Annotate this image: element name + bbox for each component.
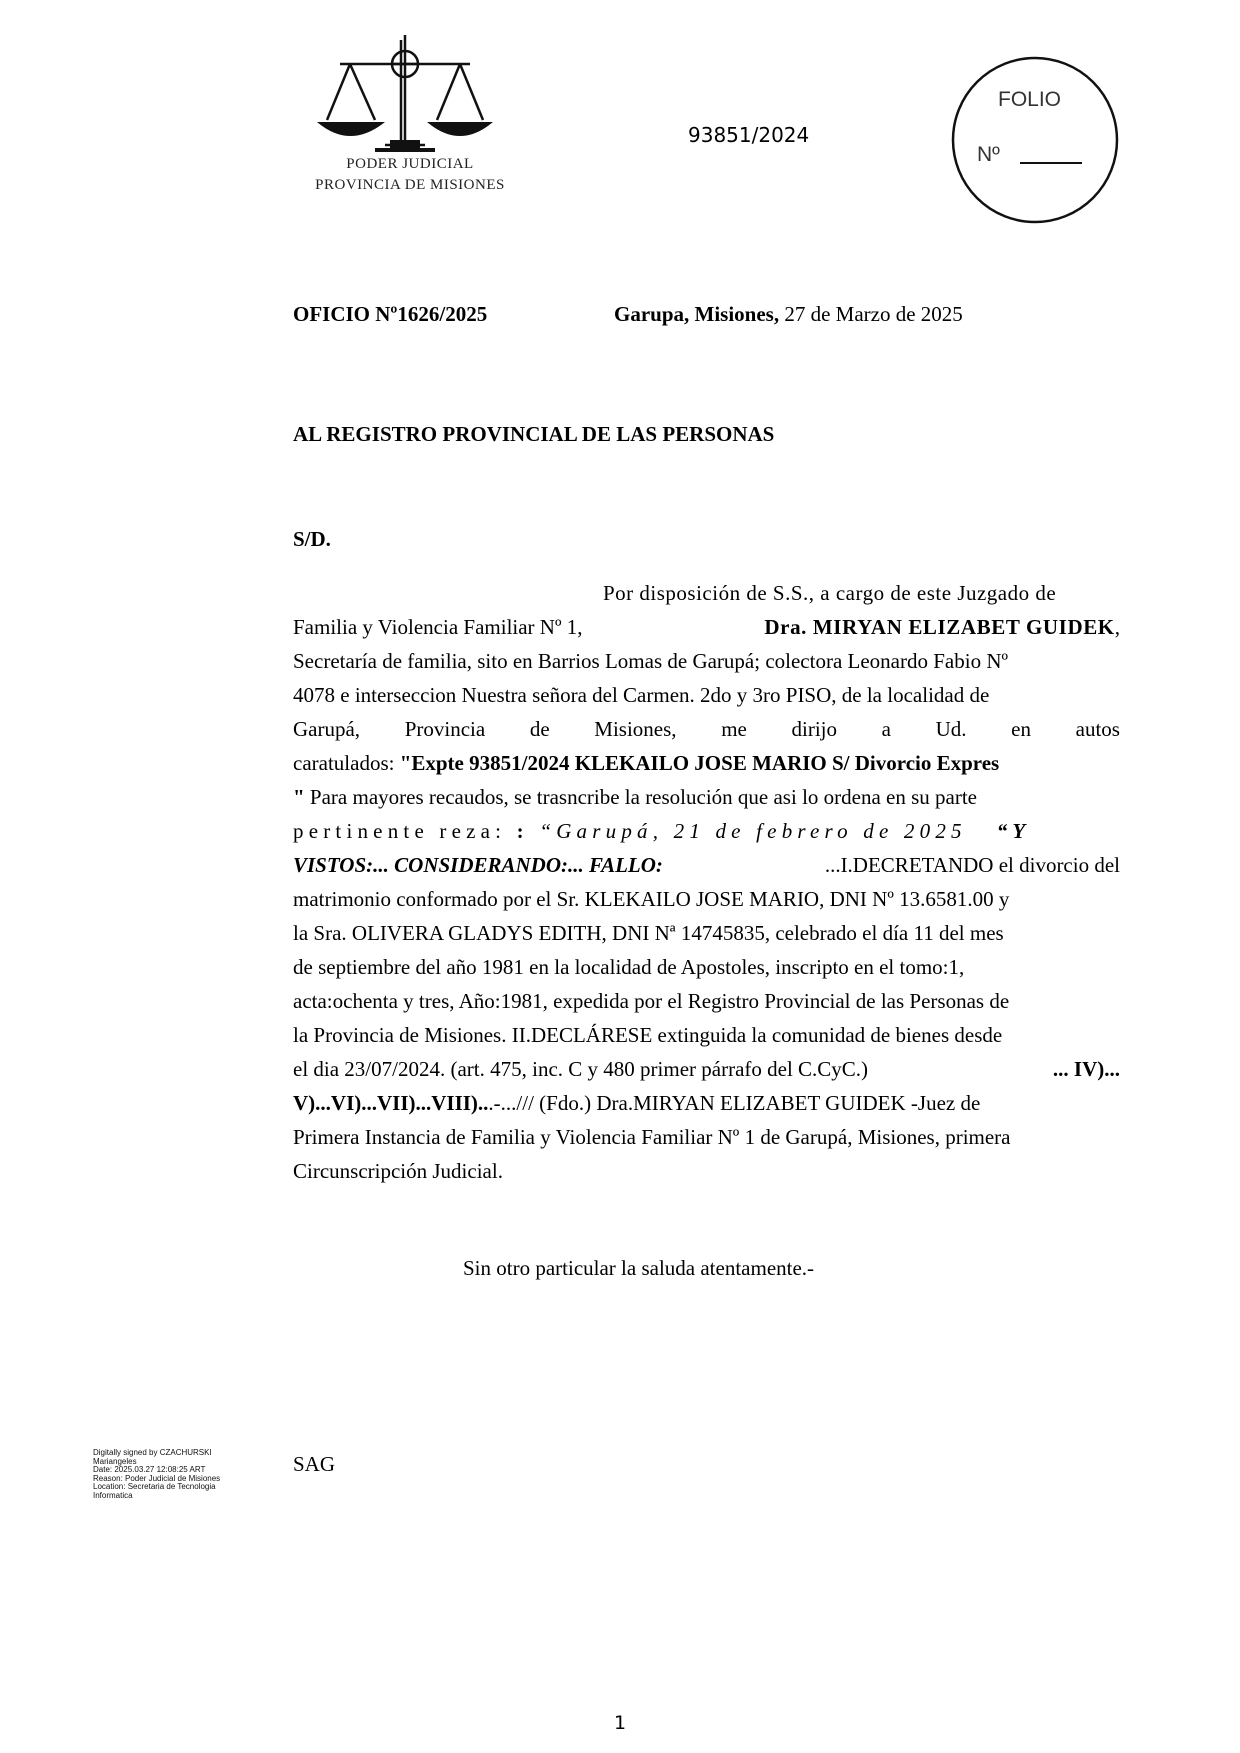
body-line-10: matrimonio conformado por el Sr. KLEKAILO JOSE MARIO, DNI Nº 13.6581.00 y xyxy=(293,887,1010,911)
author-initials: SAG xyxy=(293,1452,336,1476)
case-title: "Expte 93851/2024 KLEKAILO JOSE MARIO S/ Divorcio Expres xyxy=(399,751,1000,775)
salutation-sd: S/D. xyxy=(293,527,331,551)
closing-line: Sin otro particular la saluda atentamente.- xyxy=(463,1256,815,1280)
folio-stamp xyxy=(950,55,1120,225)
page-number: 1 xyxy=(613,1712,627,1734)
body-line-11: la Sra. OLIVERA GLADYS EDITH, DNI Nª 14745835, celebrado el día 11 del mes xyxy=(293,921,1004,945)
folio-label: FOLIO xyxy=(998,88,1062,111)
poder-judicial-logo xyxy=(305,30,515,220)
judge-name: Dra. MIRYAN ELIZABET GUIDEK xyxy=(764,615,1115,639)
place: Garupa, Misiones, xyxy=(614,302,780,326)
body-line-4: 4078 e interseccion Nuestra señora del Carmen. 2do y 3ro PISO, de la localidad de xyxy=(293,683,990,707)
folio-circle-icon xyxy=(950,55,1120,225)
body-line-1: Por disposición de S.S., a cargo de este Juzgado de xyxy=(603,581,1057,605)
body-line-14: la Provincia de Misiones. II.DECLÁRESE extinguida la comunidad de bienes desde xyxy=(293,1023,1003,1047)
resolution-date: “Garupá, 21 de febrero de 2025 xyxy=(539,819,967,843)
body-line-16: V)...VI)...VII)...VIII)...-.../// (Fdo.) Dra.MIRYAN ELIZABET GUIDEK -Juez de xyxy=(293,1091,981,1115)
recipient: AL REGISTRO PROVINCIAL DE LAS PERSONAS xyxy=(293,422,775,446)
body-line-6: caratulados: "Expte 93851/2024 KLEKAILO JOSE MARIO S/ Divorcio Expres xyxy=(293,751,1000,775)
logo-line-2: PROVINCIA DE MISIONES xyxy=(315,177,505,193)
vistos-considerando-fallo: VISTOS:... CONSIDERANDO:... FALLO: xyxy=(293,853,663,877)
body-line-12: de septiembre del año 1981 en la localidad de Apostoles, inscripto en el tomo:1, xyxy=(293,955,965,979)
digital-signature-stamp: Digitally signed by CZACHURSKI Mariangeles Date: 2025.03.27 12:08:25 ART Reason: Poder Judicial de Misiones Location: Secretaria de Tecnologia Informatica xyxy=(93,1448,221,1500)
oficio-number: OFICIO Nº1626/2025 xyxy=(293,302,488,326)
folio-number-label: Nº xyxy=(977,143,1000,166)
body-line-5: Garupá, Provincia de Misiones, me dirijo a Ud. en autos xyxy=(293,717,1120,741)
body-line-8: pertinente reza: : “Garupá, 21 de febrero de 2025 “Y xyxy=(293,819,1031,843)
body-line-15: el dia 23/07/2024. (art. 475, inc. C y 480 primer párrafo del C.CyC.) ... IV)... xyxy=(293,1057,1120,1081)
logo-line-1: PODER JUDICIAL xyxy=(346,156,474,172)
body-line-2: Familia y Violencia Familiar Nº 1, Dra. MIRYAN ELIZABET GUIDEK, xyxy=(293,615,1120,639)
body-line-7: " Para mayores recaudos, se trasncribe la resolución que asi lo ordena en su parte xyxy=(293,785,977,809)
file-number: 93851/2024 xyxy=(688,123,810,147)
date: 27 de Marzo de 2025 xyxy=(779,302,963,326)
body-line-9: VISTOS:... CONSIDERANDO:... FALLO: ...I.DECRETANDO el divorcio del xyxy=(293,853,1120,877)
body-line-18: Circunscripción Judicial. xyxy=(293,1159,503,1183)
place-date xyxy=(614,297,963,331)
body-line-17: Primera Instancia de Familia y Violencia Familiar Nº 1 de Garupá, Misiones, primera xyxy=(293,1125,1011,1149)
body-line-13: acta:ochenta y tres, Año:1981, expedida por el Registro Provincial de las Personas de xyxy=(293,989,1010,1013)
body-line-3: Secretaría de familia, sito en Barrios Lomas de Garupá; colectora Leonardo Fabio Nº xyxy=(293,649,1008,673)
